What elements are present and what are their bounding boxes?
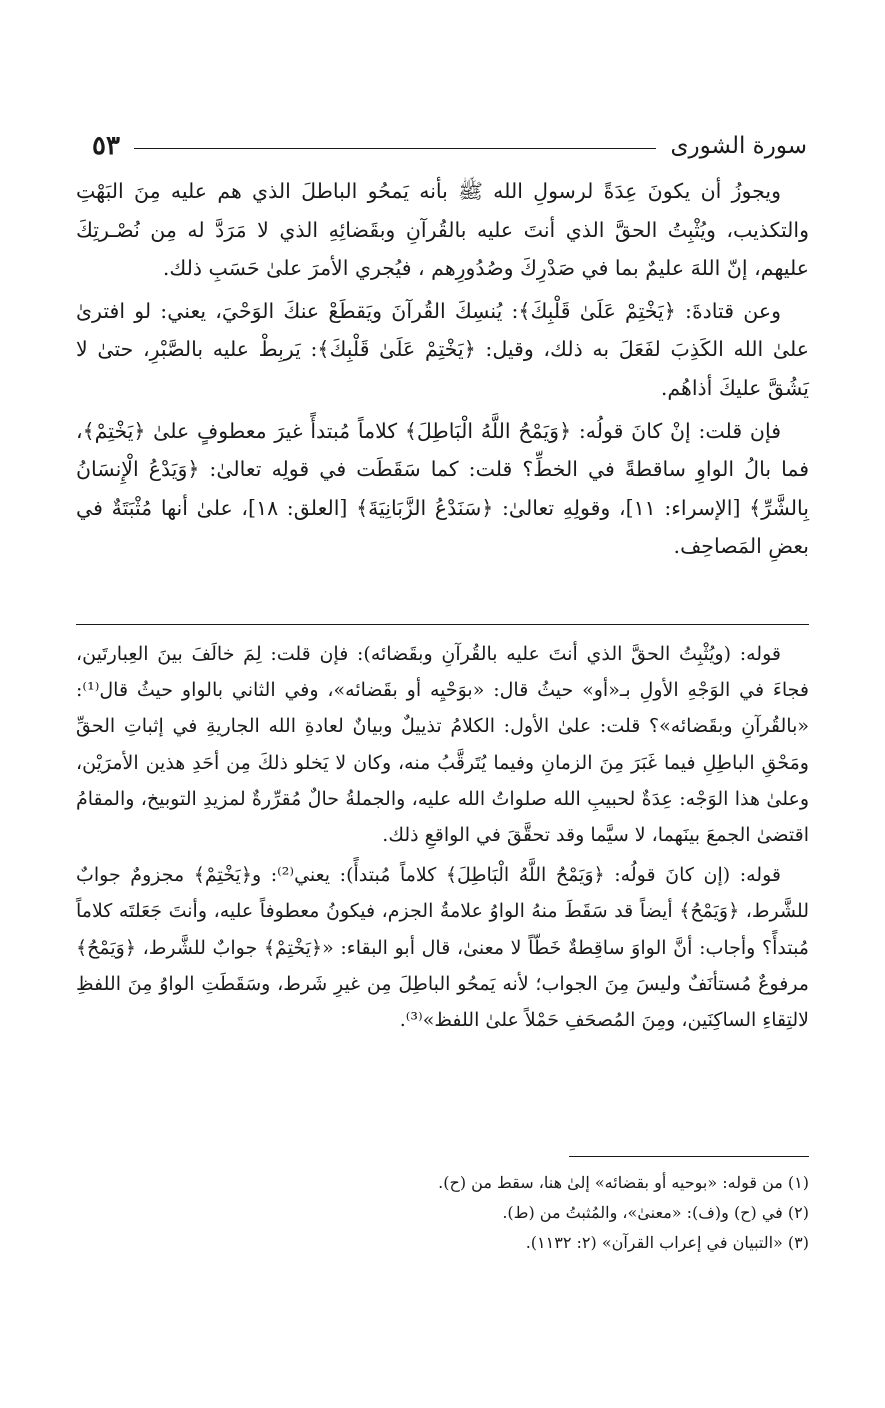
- footnotes: [76, 1168, 809, 1258]
- running-title: سورة الشورى: [670, 133, 807, 159]
- footnote-rule: [569, 1156, 809, 1157]
- main-paragraph: ويجوزُ أن يكونَ عِدَةً لرسولِ الله ﷺ بأنه يَمحُو الباطلَ الذي هم عليه مِنَ البَهْتِ والتكذيب، ويُثْبِتُ الحقَّ الذي أنتَ عليه بالقُرآنِ وبقَضائِهِ الذي لا مَرَدَّ له مِن نُصْـرتِكَ عليهم، إنّ اللهَ عليمٌ بما في صَدْرِكَ وصُدُورِهم ، فيُجري الأمرَ علىٰ حَسَبِ ذلك.: [76, 179, 809, 281]
- section-divider: [76, 624, 809, 625]
- commentary-paragraph: قوله: (إن كانَ قولُه: ﴿وَيَمْحُ اللَّهُ الْبَاطِلَ﴾ كلاماً مُبتدأً): يعني⁽²⁾: و﴿يَخْتِمْ﴾ مجزومٌ جوابٌ للشَّرط، ﴿وَيَمْحُ﴾ أيضاً قد سَقَطَ منهُ الواوُ علامةُ الجزم، فيكونُ معطوفاً عليه، وأنتَ جَعَلتَه كلاماً مُبتدأً؟ وأجاب: أنَّ الواوَ ساقِطةٌ خَطّاً لا معنىٰ، قال أبو البقاء: «﴿يَخْتِمْ﴾ جوابٌ للشَّرط، ﴿وَيَمْحُ﴾ مرفوعٌ مُستأنَفٌ وليسَ مِنَ الجواب؛ لأنه يَمحُو الباطِلَ مِن غيرِ شَرط، وسَقَطَتِ الواوُ مِنَ اللفظِ لالتِقاءِ الساكِنَين، ومِنَ المُصحَفِ حَمْلاً علىٰ اللفظ»⁽³⁾.: [76, 864, 809, 1032]
- page-header: [92, 126, 807, 166]
- commentary-text: [76, 636, 809, 1042]
- footnote: (١) من قوله: «بوحيه أو بقضائه» إلىٰ هنا، سقط من (ح).: [438, 1173, 809, 1192]
- page-number: ٥٣: [92, 131, 120, 161]
- main-text: [76, 172, 809, 570]
- main-paragraph: وعن قتادةَ: ﴿يَخْتِمْ عَلَىٰ قَلْبِكَ﴾: يُنسِكَ القُرآنَ ويَقطَعْ عنكَ الوَحْيَ، يعني: لو افترىٰ علىٰ الله الكَذِبَ لفَعَلَ به ذلك، وقيل: ﴿يَخْتِمْ عَلَىٰ قَلْبِكَ﴾: يَربِطْ عليه بالصَّبْرِ، حتىٰ لا يَشُقَّ عليكَ أذاهُم.: [76, 298, 809, 400]
- header-rule: [134, 148, 657, 149]
- footnote: (٢) في (ح) و(ف): «معنىٰ»، والمُثبتُ من (ط).: [502, 1203, 809, 1222]
- footnote: (٣) «التبيان في إعراب القرآن» (٢: ١١٣٢).: [525, 1233, 809, 1252]
- main-paragraph: فإن قلت: إنْ كانَ قولُه: ﴿وَيَمْحُ اللَّهُ الْبَاطِلَ﴾ كلاماً مُبتدأً غيرَ معطوفٍ علىٰ ﴿يَخْتِمْ﴾، فما بالُ الواوِ ساقطةً في الخطِّ؟ قلت: كما سَقَطَت في قولِه تعالىٰ: ﴿وَيَدْعُ الْإِنسَانُ بِالشَّرِّ﴾ [الإسراء: ١١]، وقولِهِ تعالىٰ: ﴿سَنَدْعُ الزَّبَانِيَةَ﴾ [العلق: ١٨]، علىٰ أنها مُثْبَتَةٌ في بعضِ المَصاحِف.: [76, 418, 809, 559]
- commentary-paragraph: قوله: (ويُثْبِتُ الحقَّ الذي أنتَ عليه بالقُرآنِ وبقَضائه): فإن قلت: لِمَ خالَفَ بينَ العِبارتَين، فجاءَ في الوَجْهِ الأولِ بـ«أو» حيثُ قال: «بوَحْيِه أو بقَضائه»، وفي الثاني بالواو حيثُ قال⁽¹⁾: «بالقُرآنِ وبقَضائه»؟ قلت: علىٰ الأول: الكلامُ تذييلٌ وبيانٌ لعادةِ الله الجاريةِ في إثباتِ الحقِّ ومَحْقِ الباطِلِ فيما غَبَرَ مِنَ الزمانِ وفيما يُتَرقَّبُ منه، وكان لا يَخلو ذلكَ مِن أحَدِ هذين الأمرَيْن، وعلىٰ هذا الوَجْه: عِدَةٌ لحبيبِ الله صلواتُ الله عليه، والجملةُ حالٌ مُقرِّرةٌ لمزيدِ التوبيخ، والمقامُ اقتضىٰ الجمعَ بينَهما، لا سيَّما وقد تحقَّقَ في الواقعِ ذلك.: [76, 643, 809, 847]
